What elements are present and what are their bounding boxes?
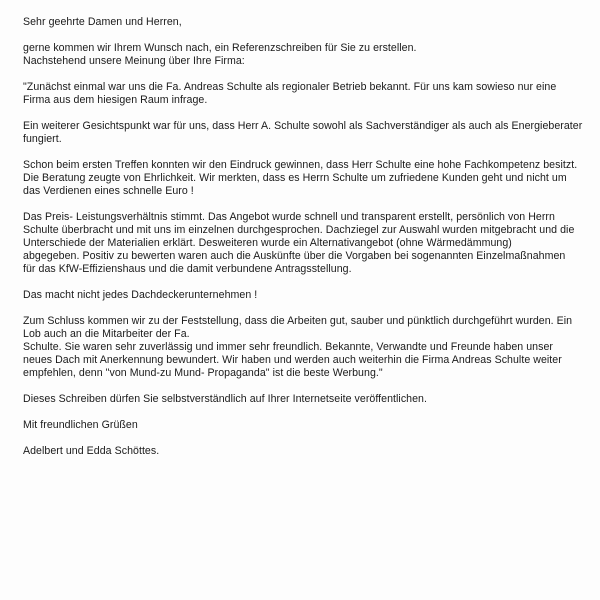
- spacer: [23, 432, 583, 445]
- text-line: Firma aus dem hiesigen Raum infrage.: [23, 94, 208, 106]
- text-line: Lob auch an die Mitarbeiter der Fa.: [23, 328, 190, 340]
- letter-body: [23, 16, 583, 458]
- spacer: [23, 198, 583, 211]
- spacer: [23, 380, 583, 393]
- paragraph-first-meeting: [23, 159, 583, 198]
- text-line: Unterschiede der Materialien erklärt. Desweiteren wurde ein Alternativangebot (ohne Wärmedämmung): [23, 237, 512, 249]
- spacer: [23, 68, 583, 81]
- text-line: gerne kommen wir Ihrem Wunsch nach, ein Referenzschreiben für Sie zu erstellen.: [23, 42, 417, 54]
- closing: Mit freundlichen Grüßen: [23, 419, 138, 431]
- text-line: fungiert.: [23, 133, 62, 145]
- text-line: Schon beim ersten Treffen konnten wir den Eindruck gewinnen, dass Herr Schulte eine hohe Fachkompetenz besitzt.: [23, 159, 578, 171]
- intro-paragraph: [23, 42, 583, 68]
- spacer: [23, 146, 583, 159]
- text-line: Dieses Schreiben dürfen Sie selbstverständlich auf Ihrer Internetseite veröffentlichen.: [23, 393, 427, 405]
- text-line: Schulte überbracht und mit uns im einzelnen durchgesprochen. Dachziegel zur Auswahl wurden mitgebracht und die: [23, 224, 575, 236]
- text-line: Das macht nicht jedes Dachdeckerunternehmen !: [23, 289, 258, 301]
- paragraph-conclusion: [23, 315, 583, 380]
- spacer: [23, 302, 583, 315]
- spacer: [23, 406, 583, 419]
- text-line: Die Beratung zeugte von Ehrlichkeit. Wir merkten, dass es Herrn Schulte um zufriedene Kunden geht und nicht um: [23, 172, 567, 184]
- paragraph-not-every-roofer: [23, 289, 583, 302]
- paragraph-expert-advisor: [23, 120, 583, 146]
- text-line: Zum Schluss kommen wir zu der Feststellung, dass die Arbeiten gut, sauber und pünktlich durchgeführt wurden. Ein: [23, 315, 573, 327]
- paragraph-publication-permission: [23, 393, 583, 406]
- spacer: [23, 107, 583, 120]
- text-line: Nachstehend unsere Meinung über Ihre Firma:: [23, 55, 245, 67]
- text-line: Ein weiterer Gesichtspunkt war für uns, dass Herr A. Schulte sowohl als Sachverständiger als auch als Energieberater: [23, 120, 583, 132]
- paragraph-regional-business: [23, 81, 583, 107]
- salutation: Sehr geehrte Damen und Herren,: [23, 16, 182, 28]
- paragraph-price-performance: [23, 211, 583, 276]
- spacer: [23, 276, 583, 289]
- spacer: [23, 29, 583, 42]
- text-line: Schulte. Sie waren sehr zuverlässig und immer sehr freundlich. Bekannte, Verwandte und Freunde haben unser: [23, 341, 553, 353]
- text-line: das Verdienen eines schnelle Euro !: [23, 185, 194, 197]
- text-line: "Zunächst einmal war uns die Fa. Andreas Schulte als regionaler Betrieb bekannt. Für uns kam sowieso nur eine: [23, 81, 557, 93]
- text-line: Das Preis- Leistungsverhältnis stimmt. Das Angebot wurde schnell und transparent erstellt, persönlich von Herrn: [23, 211, 555, 223]
- text-line: abgegeben. Positiv zu bewerten waren auch die Auskünfte über die Vorgaben bei sogenannten Einzelmaßnahmen: [23, 250, 566, 262]
- text-line: neues Dach mit Anerkennung bewundert. Wir haben und werden auch weiterhin die Firma Andreas Schulte weiter: [23, 354, 562, 366]
- text-line: für das KfW-Effizienshaus und die damit verbundene Antragsstellung.: [23, 263, 352, 275]
- signature: Adelbert und Edda Schöttes.: [23, 445, 160, 457]
- text-line: empfehlen, denn "von Mund-zu Mund- Propaganda" ist die beste Werbung.": [23, 367, 383, 379]
